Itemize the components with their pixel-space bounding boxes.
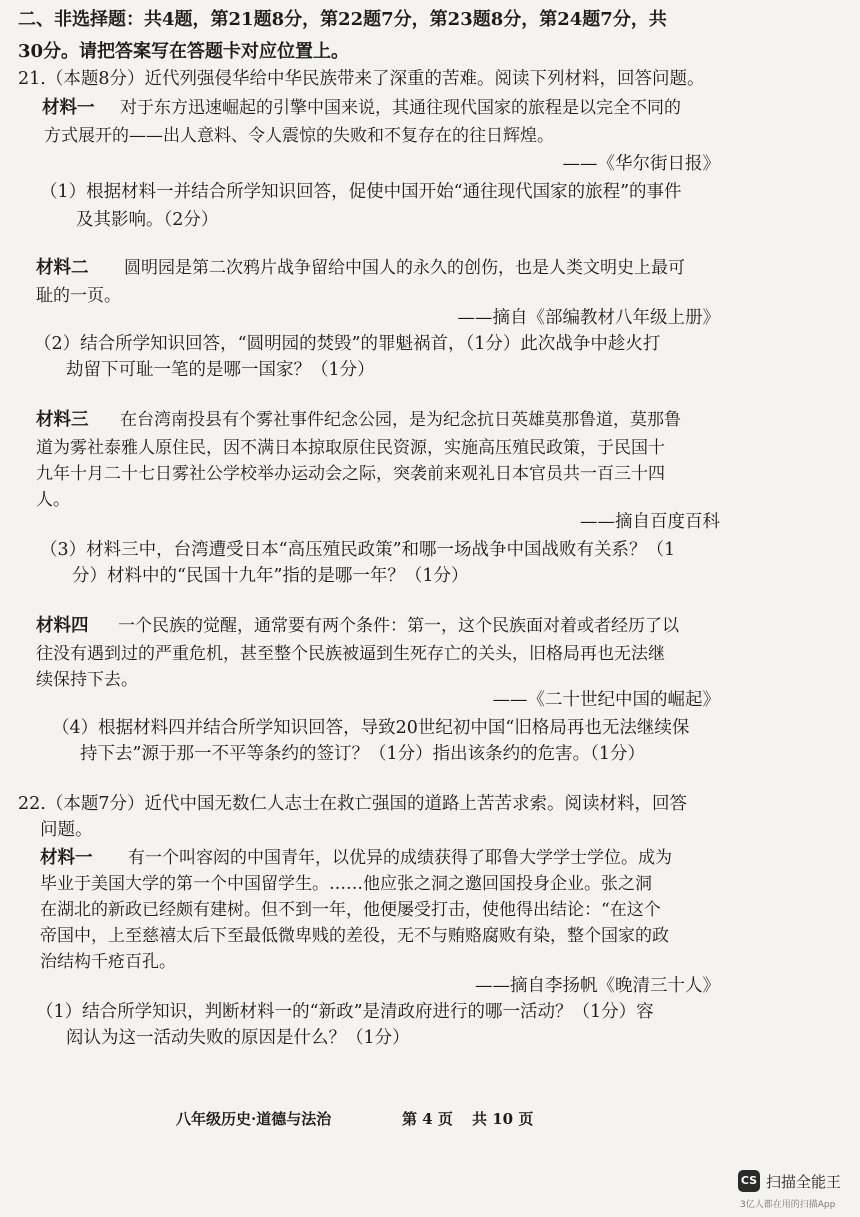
- q21-question1-line1: （1）根据材料一并结合所学知识回答，促使中国开始“通往现代国家的旅程”的事件: [40, 182, 682, 202]
- q21-material3-line4: 人。: [36, 490, 70, 510]
- camscanner-logo-icon: CS: [738, 1170, 760, 1192]
- q21-material4-source: ——《二十世纪中国的崛起》: [492, 690, 720, 710]
- q21-material2-line2: 耻的一页。: [36, 286, 121, 306]
- q21-question2-line1: （2）结合所学知识回答，“圆明园的焚毁”的罪魁祸首，（1分）此次战争中趁火打: [34, 334, 661, 354]
- footer-page-number: 第 4 页: [402, 1110, 453, 1128]
- q21-material1-label: 材料一: [42, 98, 95, 118]
- q22-question1-line2: 闳认为这一活动失败的原因是什么？（1分）: [66, 1028, 410, 1048]
- q21-material4-line3: 续保持下去。: [36, 670, 138, 690]
- q21-material1-source: ——《华尔街日报》: [562, 154, 720, 174]
- q22-material1-source: ——摘自李扬帆《晚清三十人》: [475, 976, 720, 996]
- q22-material1-line4: 帝国中，上至慈禧太后下至最低微卑贱的差役，无不与贿赂腐败有染，整个国家的政: [40, 926, 669, 946]
- footer-subject: 八年级历史·道德与法治: [176, 1110, 332, 1128]
- q21-material4-label: 材料四: [36, 616, 89, 636]
- q21-question3-line1: （3）材料三中，台湾遭受日本“高压殖民政策”和哪一场战争中国战败有关系？（1: [40, 540, 676, 560]
- q21-question3-line2: 分）材料中的“民国十九年”指的是哪一年？（1分）: [72, 566, 469, 586]
- q21-material4-line2: 往没有遇到过的严重危机，甚至整个民族被逼到生死存亡的关头，旧格局再也无法继: [36, 644, 665, 664]
- section-heading-line1: 二、非选择题：共4题，第21题8分，第22题7分，第23题8分，第24题7分，共: [18, 9, 667, 30]
- q21-question2-line2: 劫留下可耻一笔的是哪一国家？（1分）: [66, 360, 375, 380]
- q21-material2-line1: 圆明园是第二次鸦片战争留给中国人的永久的创伤，也是人类文明史上最可: [124, 258, 685, 278]
- q21-material2-label: 材料二: [36, 258, 89, 278]
- q22-stem-line2: 问题。: [40, 820, 93, 840]
- q21-material3-line1: 在台湾南投县有个雾社事件纪念公园，是为纪念抗日英雄莫那鲁道，莫那鲁: [120, 410, 681, 430]
- camscanner-name: 扫描全能王: [766, 1173, 842, 1191]
- q22-material1-line3: 在湖北的新政已经颇有建树。但不到一年，他便屡受打击，使他得出结论：“在这个: [40, 900, 661, 920]
- q21-material1-line2: 方式展开的——出人意料、令人震惊的失败和不复存在的往日辉煌。: [44, 126, 554, 146]
- q22-material1-line2: 毕业于美国大学的第一个中国留学生。……他应张之洞之邀回国投身企业。张之洞: [40, 874, 652, 894]
- q22-material1-line5: 治结构千疮百孔。: [40, 952, 176, 972]
- section-heading-line2: 30分。请把答案写在答题卡对应位置上。: [18, 41, 350, 62]
- q21-material3-line3: 九年十月二十七日雾社公学校举办运动会之际，突袭前来观礼日本官员共一百三十四: [36, 464, 665, 484]
- footer-total-pages: 共 10 页: [472, 1110, 534, 1128]
- q22-stem-line1: 22.（本题7分）近代中国无数仁人志士在救亡强国的道路上苦苦求索。阅读材料，回答: [18, 794, 687, 814]
- q21-material1-line1: 对于东方迅速崛起的引擎中国来说，其通往现代国家的旅程是以完全不同的: [120, 98, 681, 118]
- q21-question4-line1: （4）根据材料四并结合所学知识回答，导致20世纪初中国“旧格局再也无法继续保: [52, 718, 690, 738]
- q22-material1-line1: 有一个叫容闳的中国青年，以优异的成绩获得了耶鲁大学学士学位。成为: [128, 848, 672, 868]
- q21-material3-source: ——摘自百度百科: [580, 512, 720, 532]
- camscanner-tagline: 3亿人都在用的扫描App: [740, 1200, 836, 1210]
- q21-material3-label: 材料三: [36, 410, 89, 430]
- q21-question4-line2: 持下去”源于那一不平等条约的签订？（1分）指出该条约的危害。（1分）: [80, 744, 645, 764]
- q21-material4-line1: 一个民族的觉醒，通常要有两个条件：第一，这个民族面对着或者经历了以: [118, 616, 679, 636]
- q21-stem: 21.（本题8分）近代列强侵华给中华民族带来了深重的苦难。阅读下列材料，回答问题。: [18, 69, 705, 89]
- q22-question1-line1: （1）结合所学知识，判断材料一的“新政”是清政府进行的哪一活动？（1分）容: [36, 1002, 654, 1022]
- q22-material1-label: 材料一: [40, 848, 93, 868]
- q21-question1-line2: 及其影响。（2分）: [76, 210, 219, 230]
- q21-material3-line2: 道为雾社泰雅人原住民，因不满日本掠取原住民资源，实施高压殖民政策，于民国十: [36, 438, 665, 458]
- q21-material2-source: ——摘自《部编教材八年级上册》: [457, 308, 720, 328]
